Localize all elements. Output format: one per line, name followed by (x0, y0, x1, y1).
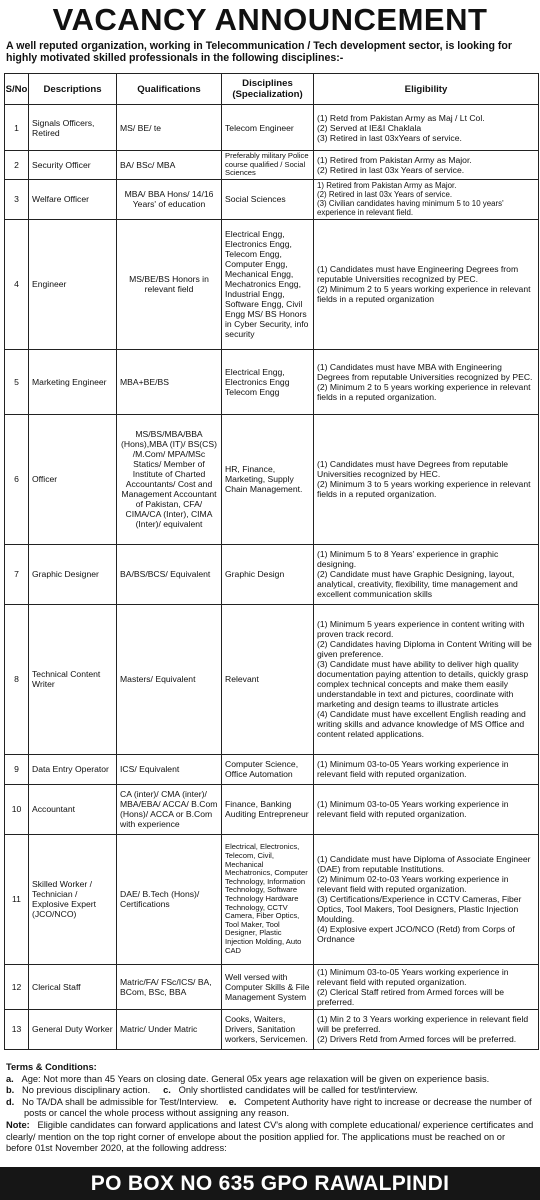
eligibility-item: (1) Retired from Pakistan Army as Major. (317, 154, 472, 165)
cell-sno: 2 (5, 151, 29, 180)
table-row (5, 834, 539, 964)
cell-description: General Duty Worker (29, 1009, 117, 1049)
cell-sno: 9 (5, 754, 29, 784)
cell-sno: 1 (5, 105, 29, 151)
term-e-text-2: posts or cancel the whole process without assigning any reason. (24, 1108, 290, 1119)
eligibility-item: (3) Certifications/Experience in CCTV Cameras, Fiber Optics, Tool Makers, Tool Designers, Plastic Injection Moulding. (317, 894, 522, 925)
cell-discipline: Electrical Engg, Electronics Engg Telecom Engg (222, 349, 314, 414)
cell-qualification: CA (inter)/ CMA (inter)/ MBA/EBA/ ACCA/ B.Com (Hons)/ ACCA or B.Com with experience (117, 784, 222, 834)
cell-discipline: Social Sciences (222, 179, 314, 219)
cell-eligibility (314, 151, 539, 180)
cell-sno: 13 (5, 1009, 29, 1049)
term-e-label: e. (228, 1096, 237, 1107)
table-row (5, 219, 539, 349)
eligibility-item: (2) Candidates having Diploma in Content Writing will be given preference. (317, 639, 532, 660)
note-text-3: before 01st November 2020, at the following address: (6, 1143, 227, 1154)
cell-description: Clerical Staff (29, 964, 117, 1009)
table-row (5, 754, 539, 784)
cell-eligibility (314, 964, 539, 1009)
cell-qualification: DAE/ B.Tech (Hons)/ Certifications (117, 834, 222, 964)
header-eligibility: Eligibility (314, 74, 539, 105)
cell-discipline: HR, Finance, Marketing, Supply Chain Management. (222, 414, 314, 544)
note-label: Note: (6, 1119, 30, 1130)
term-b-c (6, 1085, 536, 1097)
term-b-label: b. (6, 1085, 15, 1096)
table-row (5, 544, 539, 604)
table-row (5, 414, 539, 544)
cell-discipline: Electrical, Electronics, Telecom, Civil, Mechanical Mechatronics, Computer Technology, Information Technology, Software Technology Hardware Technology, CCTV Camera, Fiber Optics, Tool Maker, Tool Designer, Plastic Injection Molding, Auto CAD (222, 834, 314, 964)
cell-discipline: Cooks, Waiters, Drivers, Sanitation workers, Servicemen. (222, 1009, 314, 1049)
term-a-text: Age: Not more than 45 Years on closing date. General 05x years age relaxation will be given on experience basis. (21, 1073, 490, 1084)
cell-eligibility (314, 349, 539, 414)
header-descriptions: Descriptions (29, 74, 117, 105)
eligibility-item: (2) Drivers Retd from Armed forces will be preferred. (317, 1034, 517, 1045)
cell-eligibility (314, 604, 539, 754)
table-row (5, 349, 539, 414)
cell-qualification: Matric/ Under Matric (117, 1009, 222, 1049)
cell-description: Technical Content Writer (29, 604, 117, 754)
cell-eligibility (314, 834, 539, 964)
eligibility-item: (2) Clerical Staff retired from Armed forces will be preferred. (317, 986, 505, 1007)
cell-eligibility (314, 784, 539, 834)
cell-qualification: MS/BS/MBA/BBA (Hons),MBA (IT)/ BS(CS) /M.Com/ MPA/MSc Statics/ Member of Institute of Charted Accountants/ Cost and Management Accountant of Pakistan, CFA/ CIMA/CA (Inter), CIMA (Inter)/ equivalent (117, 414, 222, 544)
announcement-title: VACANCY ANNOUNCEMENT (52, 2, 488, 37)
term-d-e (6, 1097, 536, 1109)
eligibility-item: (1) Candidates must have Engineering Degrees from reputable Universities recognized by PEC. (317, 264, 519, 285)
eligibility-item: (1) Retd from Pakistan Army as Maj / Lt Col. (317, 112, 485, 123)
note (6, 1120, 536, 1132)
cell-qualification: Masters/ Equivalent (117, 604, 222, 754)
cell-qualification: MBA+BE/BS (117, 349, 222, 414)
cell-qualification: MS/ BE/ te (117, 105, 222, 151)
eligibility-item: (2) Candidate must have Graphic Designing, layout, analytical, creativity, flexibility, time management and excellent communication skills (317, 569, 518, 600)
eligibility-item: (1) Minimum 5 years experience in content writing with proven track record. (317, 619, 525, 640)
vacancy-table-body (5, 105, 539, 1050)
eligibility-item: (2) Served at IE&I Chaklala (317, 122, 422, 133)
cell-sno: 4 (5, 219, 29, 349)
table-row (5, 604, 539, 754)
vacancy-table (4, 73, 539, 1050)
cell-description: Signals Officers, Retired (29, 105, 117, 151)
term-d-text: No TA/DA shall be admissible for Test/Interview. (22, 1096, 219, 1107)
cell-description: Data Entry Operator (29, 754, 117, 784)
cell-discipline: Telecom Engineer (222, 105, 314, 151)
terms-section (6, 1062, 536, 1155)
cell-discipline: Graphic Design (222, 544, 314, 604)
eligibility-item: (1) Minimum 03-to-05 Years working experience in relevant field with reputed organization. (317, 759, 509, 780)
cell-qualification: BA/ BSc/ MBA (117, 151, 222, 180)
cell-eligibility (314, 1009, 539, 1049)
eligibility-item: (2) Minimum 02-to-03 Years working experience in relevant field with reputed organization. (317, 874, 509, 895)
term-c-label: c. (163, 1085, 171, 1096)
cell-discipline: Relevant (222, 604, 314, 754)
cell-qualification: MBA/ BBA Hons/ 14/16 Years' of education (117, 179, 222, 219)
eligibility-item: (1) Candidate must have Diploma of Associate Engineer (DAE) from reputable Institutions. (317, 854, 531, 875)
cell-description: Accountant (29, 784, 117, 834)
cell-description: Welfare Officer (29, 179, 117, 219)
eligibility-item: (1) Min 2 to 3 Years working experience in relevant field will be preferred. (317, 1014, 529, 1035)
eligibility-item: (2) Retired in last 03x Years of service. (317, 190, 453, 200)
cell-sno: 8 (5, 604, 29, 754)
cell-description: Skilled Worker / Technician / Explosive Expert (JCO/NCO) (29, 834, 117, 964)
eligibility-item: (2) Retired in last 03x Years of service. (317, 164, 465, 175)
cell-eligibility (314, 105, 539, 151)
term-a-label: a. (6, 1073, 14, 1084)
term-e-text-1: Competent Authority have right to increase or decrease the number of (244, 1096, 532, 1107)
cell-sno: 12 (5, 964, 29, 1009)
table-row (5, 964, 539, 1009)
cell-description: Officer (29, 414, 117, 544)
cell-eligibility (314, 544, 539, 604)
header-disciplines: Disciplines (Specialization) (222, 74, 314, 105)
cell-sno: 10 (5, 784, 29, 834)
eligibility-item: (1) Candidates must have MBA with Engineering Degrees from reputable Universities recognized by PEC. (317, 361, 533, 382)
term-c-text: Only shortlisted candidates will be called for test/interview. (178, 1085, 418, 1096)
cell-description: Marketing Engineer (29, 349, 117, 414)
cell-description: Graphic Designer (29, 544, 117, 604)
cell-description: Engineer (29, 219, 117, 349)
cell-eligibility (314, 179, 539, 219)
eligibility-item: (2) Minimum 3 to 5 years working experience in relevant fields in a reputed organization. (317, 479, 531, 500)
cell-sno: 3 (5, 179, 29, 219)
cell-eligibility (314, 219, 539, 349)
table-row (5, 784, 539, 834)
cell-sno: 7 (5, 544, 29, 604)
eligibility-item: (1) Candidates must have Degrees from reputable Universities recognized by HEC. (317, 459, 509, 480)
eligibility-item: (1) Minimum 03-to-05 Years working experience in relevant field with reputed organization. (317, 966, 509, 987)
table-row (5, 179, 539, 219)
eligibility-item: (2) Minimum 2 to 5 years working experience in relevant fields in a reputed organization. (317, 381, 531, 402)
table-row (5, 151, 539, 180)
cell-eligibility (314, 414, 539, 544)
header-qualifications: Qualifications (117, 74, 222, 105)
cell-description: Security Officer (29, 151, 117, 180)
header-sno: S/No (5, 74, 29, 105)
cell-discipline: Well versed with Computer Skills & File Management System (222, 964, 314, 1009)
eligibility-item: (1) Minimum 5 to 8 Years' experience in graphic designing. (317, 549, 499, 570)
cell-sno: 5 (5, 349, 29, 414)
address-banner: PO BOX NO 635 GPO RAWALPINDI (0, 1167, 540, 1200)
cell-sno: 11 (5, 834, 29, 964)
eligibility-item: (1) Minimum 03-to-05 Years working experience in relevant field with reputed organization. (317, 799, 509, 820)
eligibility-item: (4) Candidate must have excellent English reading and writing skills and advance knowledge of MS Office and content related applications. (317, 709, 526, 740)
eligibility-item: (2) Minimum 2 to 5 years working experience in relevant fields in a reputed organization (317, 284, 531, 305)
cell-discipline: Computer Science, Office Automation (222, 754, 314, 784)
cell-discipline: Electrical Engg, Electronics Engg, Telecom Engg, Computer Engg, Mechanical Engg, Mechatronics Engg, Industrial Engg, Software Engg, Civil Engg MS/ BS Honors in Cyber Security, info security (222, 219, 314, 349)
cell-qualification: BA/BS/BCS/ Equivalent (117, 544, 222, 604)
cell-qualification: MS/BE/BS Honors in relevant field (117, 219, 222, 349)
cell-qualification: Matric/FA/ FSc/ICS/ BA, BCom, BSc, BBA (117, 964, 222, 1009)
cell-eligibility (314, 754, 539, 784)
terms-heading: Terms & Conditions: (6, 1062, 97, 1072)
table-row (5, 1009, 539, 1049)
note-text-1: Eligible candidates can forward applications and latest CV's along with complete educational/ experience certificates and (37, 1119, 534, 1130)
cell-discipline: Preferably military Police course qualified / Social Sciences (222, 151, 314, 180)
term-a (6, 1074, 536, 1086)
eligibility-item: 1) Retired from Pakistan Army as Major. (317, 181, 457, 191)
cell-discipline: Finance, Banking Auditing Entrepreneur (222, 784, 314, 834)
eligibility-item: (3) Civilian candidates having minimum 5 to 10 years' experience in relevant field. (317, 199, 504, 218)
eligibility-item: (3) Candidate must have ability to deliver high quality documentation paying attention to details, quickly grasp complex technical concepts and make them easily understandable in text and pictures, coordinate with marketing and design teams to illustrate articles (317, 659, 529, 710)
term-b-text: No previous disciplinary action. (22, 1085, 151, 1096)
term-d-label: d. (6, 1096, 15, 1107)
eligibility-item: (3) Retired in last 03xYears of service. (317, 132, 462, 143)
cell-sno: 6 (5, 414, 29, 544)
note-text-2: clearly/ mention on the top right corner of envelope about the position applied for. The applications must be reached on or (6, 1131, 506, 1142)
eligibility-item: (4) Explosive expert JCO/NCO (Retd) from Corps of Ordnance (317, 924, 515, 945)
table-row (5, 105, 539, 151)
intro-text: A well reputed organization, working in Telecommunication / Tech development sector, is looking for highly motivated skilled professionals in the following disciplines:- (6, 40, 513, 64)
cell-qualification: ICS/ Equivalent (117, 754, 222, 784)
table-header-row (5, 74, 539, 105)
